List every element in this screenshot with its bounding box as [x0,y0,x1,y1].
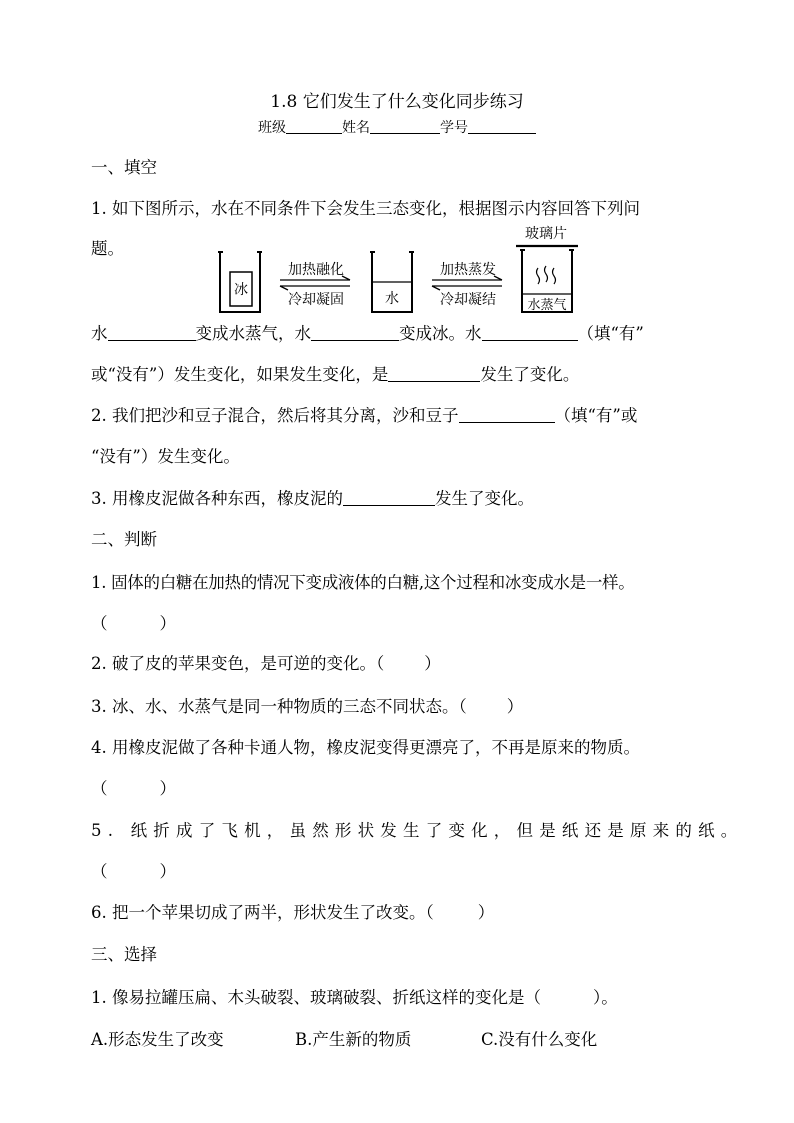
cool-freeze-label: 冷却凝固 [288,292,344,308]
judge-q6-answer[interactable] [426,903,495,922]
judge-q6-paren-close: ） [477,903,495,922]
judge-q4-answer[interactable] [91,778,721,800]
heat-evap-label: 加热蒸发 [440,262,496,278]
judge-q5-paren-close: ） [159,862,176,881]
page-title: 1.8 它们发生了什么变化同步练习 [270,92,524,112]
fill-q2-line1-part-a: 2. 我们把沙和豆子混合，然后将其分离，沙和豆子 [91,406,459,425]
fill-q3-part-b: 发生了变化。 [435,489,534,508]
judge-q3-answer[interactable] [459,697,524,716]
judge-q3-paren-close: ） [506,697,524,716]
judge-q2-answer[interactable] [376,654,441,673]
fill-q3-blank[interactable] [343,489,435,506]
fill-q1-blank-1[interactable] [108,324,196,341]
name-label: 姓名 [342,120,370,136]
judge-q1-answer[interactable] [91,613,721,635]
melt-freeze-arrows [280,261,350,308]
student-info-line [0,117,794,137]
fill-q3-part-a: 3. 用橡皮泥做各种东西，橡皮泥的 [91,489,343,508]
choice-option-a[interactable]: A.形态发生了改变 [91,1030,224,1049]
fill-q1-line1 [91,323,721,345]
choice-option-c[interactable]: C.没有什么变化 [481,1030,598,1049]
heat-melt-label: 加热融化 [288,262,344,278]
judge-q1: 1. 固体的白糖在加热的情况下变成液体的白糖,这个过程和冰变成水是一样。 [91,573,635,592]
judge-q3-text: 3. 冰、水、水蒸气是同一种物质的三态不同状态。 [91,697,459,716]
class-label: 班级 [258,120,286,136]
fill-q1-blank-4[interactable] [388,365,480,382]
water-label: 水 [385,291,399,307]
vapor-label: 水蒸气 [527,298,567,313]
choice-q1-options [91,1029,721,1051]
number-blank[interactable] [468,117,536,134]
choice-q1-text: 1. 像易拉罐压扁、木头破裂、玻璃破裂、折纸这样的变化是（ [91,988,541,1007]
judge-q1-paren-open: （ [91,614,108,633]
fill-q2-line1 [91,405,721,427]
judge-q1-paren-close: ） [159,614,176,633]
class-blank[interactable] [286,117,342,134]
fill-q1-line1-part-d: （填“有” [577,324,644,343]
fill-q1-line2-part-b: 发生了变化。 [480,365,580,384]
section-fill-heading: 一、填空 [91,158,157,177]
fill-q1-blank-2[interactable] [311,324,399,341]
judge-q6-text: 6. 把一个苹果切成了两半，形状发生了改变。 [91,903,426,922]
judge-q4-paren-close: ） [159,779,176,798]
fill-q1-line1-part-c: 变成冰。水 [399,324,482,343]
judge-q2 [91,653,721,675]
cool-condense-label: 冷却凝结 [440,292,496,308]
fill-q3 [91,488,721,510]
name-blank[interactable] [370,117,440,134]
judge-q2-paren-close: ） [424,654,441,673]
ice-beaker [218,252,262,312]
fill-q1-line2 [91,364,721,386]
fill-q1-line2-part-a: 或“没有”）发生变化，如果发生变化，是 [91,365,389,384]
number-label: 学号 [440,120,468,136]
judge-q3-paren-open: （ [458,697,467,716]
fill-q2-blank[interactable] [459,406,555,423]
judge-q6 [91,902,721,924]
evap-condense-arrows [432,261,502,308]
choice-q1-end: ）。 [593,988,618,1007]
fill-q1-line1-part-a: 水 [91,324,108,343]
judge-q6-paren-open: （ [425,903,434,922]
judge-q2-text: 2. 破了皮的苹果变色，是可逆的变化。 [91,654,376,673]
choice-option-b[interactable]: B.产生新的物质 [295,1030,412,1049]
fill-q2-line1-part-b: （填“有”或 [554,406,638,425]
vapor-beaker [516,225,578,313]
glass-label: 玻璃片 [525,226,567,242]
judge-q4: 4. 用橡皮泥做了各种卡通人物，橡皮泥变得更漂亮了，不再是原来的物质。 [91,738,640,757]
judge-q3 [91,696,721,718]
fill-q1-blank-3[interactable] [482,324,578,341]
judge-q4-paren-open: （ [91,779,108,798]
water-beaker [370,252,414,312]
judge-q5-answer[interactable] [91,861,721,883]
three-states-diagram [214,224,594,320]
fill-q2-line2: “没有”）发生变化。 [91,447,240,466]
fill-q1-text: 1. 如下图所示，水在不同条件下会发生三态变化，根据图示内容回答下列问 [91,199,640,218]
judge-q2-paren-open: （ [376,654,385,673]
section-choice-heading: 三、选择 [91,945,157,964]
fill-q1-text-cont: 题。 [91,239,124,258]
choice-q1 [91,987,721,1009]
judge-q5-paren-open: （ [91,862,108,881]
fill-q1-line1-part-b: 变成水蒸气，水 [195,324,311,343]
section-judge-heading: 二、判断 [91,530,157,549]
judge-q5: 5. 纸折成了飞机，虽然形状发生了变化，但是纸还是原来的纸。 [91,821,744,840]
ice-label: 冰 [234,282,248,298]
